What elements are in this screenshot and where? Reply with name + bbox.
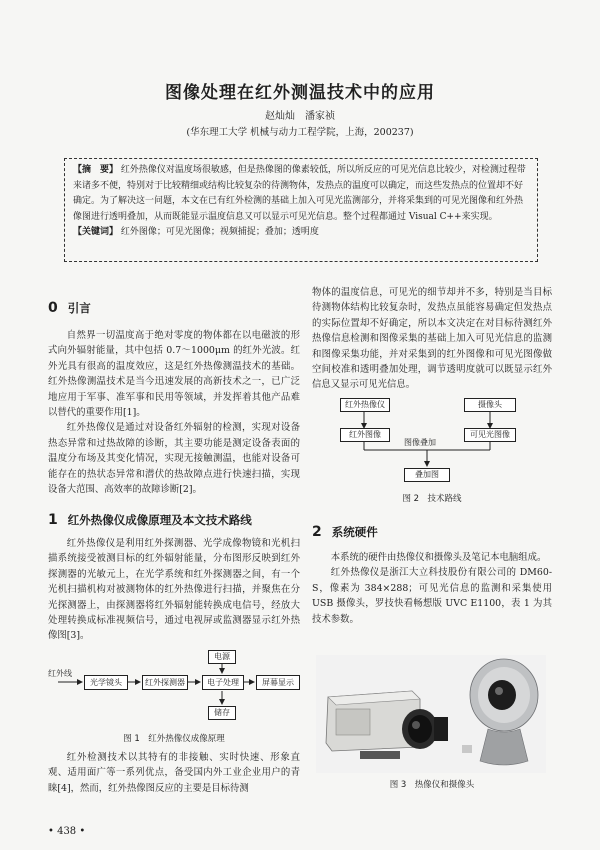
right-column-body <box>312 285 552 393</box>
section-1-body-continued <box>48 750 300 796</box>
paragraph: 红外热像仪是利用红外探测器、光学成像物镜和光机扫描系统接受被测目标的红外辐射能量，分布图形反映到红外探测器的光敏元上，在光学系统和红外探测器之间，有一个光机扫描机构对被测物体的红外热像进行扫描，并聚焦在分光探测器上，由探测器将红外辐射能转换成电信号，经放大处理转换成标准视频信号，通过电视屏或监测器显示红外热像图[3]。 <box>48 538 300 642</box>
abstract-label: 【摘 要】 <box>73 165 119 175</box>
abstract-text: 红外热像仪对温度场很敏感，但是热像图的像素较低，所以所反应的可见光信息比较少，对检测过程带来诸多不便，特别对于比较精细或结构比较复杂的待测物体，发热点的温度可以确定，而这些发热点的位置却不好确定。为了解决这一问题，本文在已有红外检测的基础上加入可见光监测部分，并将采集到的可见光图像和红外热像图进行透明叠加，从而既能显示温度信息又可以显示可见光信息。整个过程都通过 Visual C++来实现。 <box>73 165 526 222</box>
figure-1 <box>48 648 300 728</box>
display-box: 屏幕显示 <box>256 675 300 690</box>
overlay-result-box: 叠加图 <box>404 468 450 482</box>
section-title: 引言 <box>67 301 91 315</box>
processing-box: 电子处理 <box>202 675 244 690</box>
section-0-heading <box>48 300 300 316</box>
paragraph: 红外热像仪是浙江大立科技股份有限公司的 DM60-S，像素为 384×288；可见光信息的监测和采集使用 USB 摄像头，罗技快看畅想版 UVC E1100，表 1 为其技术参数。 <box>312 567 552 625</box>
ir-image-box: 红外图像 <box>340 428 390 442</box>
figure-2-caption: 图 2 技术路线 <box>402 494 462 504</box>
storage-box: 储存 <box>208 706 236 720</box>
visible-image-box: 可见光图像 <box>464 428 516 442</box>
detector-box: 红外探测器 <box>142 675 188 690</box>
page-number: • 438 • <box>48 826 86 837</box>
abstract-box <box>64 158 538 262</box>
figure-3-caption: 图 3 热像仪和摄像头 <box>389 780 475 790</box>
keywords-text: 红外图像；可见光图像；视频捕捉；叠加；透明度 <box>120 227 319 237</box>
section-number: 0 <box>48 300 58 316</box>
optics-box: 光学镜头 <box>84 675 128 690</box>
infrared-input-label: 红外线 <box>48 669 72 678</box>
paragraph: 红外热像仪是通过对设备红外辐射的检测，实现对设备热态异常和过热故障的诊断，其主要功能是测定设备表面的温度分布场及其变化情况，实现无接触测温，也能对设备可能存在的热状态异常和潜伏的热故障点进行快速扫描，实现设备大范围、高效率的故障诊断[2]。 <box>48 422 300 496</box>
overlay-label: 图像叠加 <box>404 438 436 447</box>
keywords-label: 【关键词】 <box>73 227 119 237</box>
paragraph: 物体的温度信息，可见光的细节却并不多，特别是当目标待测物体结构比较复杂时，发热点虽能容易确定但发热点的实际位置却不好确定，所以本文决定在对目标待测红外热像信息检测和图像采集的基础上加入可见光信息的监测和图像采集功能，并对采集到的红外图像和可见光图像做空间校准和透明叠加处理，调节透明度就可以既显示红外信息又显示可见光信息。 <box>312 287 552 391</box>
abstract <box>73 163 529 225</box>
section-2-body <box>312 550 552 627</box>
figure-2 <box>340 398 530 488</box>
authors: 赵灿灿 潘家祯 <box>265 111 335 122</box>
paper-title: 图像处理在红外测温技术中的应用 <box>165 83 435 103</box>
paragraph: 自然界一切温度高于绝对零度的物体都在以电磁波的形式向外辐射能量，其中包括 0.7～1000μm 的红外光波。红外光具有很高的温度效应，这是红外热像测温技术的基础。红外热像测温技术是当今迅速发展的高新技术之一，已广泛地应用于军事、准军事和民用等领域，并发挥着其他产品难以替代的重要作用[1]。 <box>48 330 300 419</box>
keywords <box>73 225 529 241</box>
power-box: 电源 <box>208 650 236 664</box>
section-2-heading <box>312 524 552 540</box>
section-1-heading <box>48 512 300 528</box>
section-number: 1 <box>48 512 58 528</box>
figure-3-photo <box>316 655 546 773</box>
thermal-camera-box: 红外热像仪 <box>340 398 390 412</box>
section-title: 红外热像仪成像原理及本文技术路线 <box>67 513 252 527</box>
figure-1-caption: 图 1 红外热像仪成像原理 <box>123 734 225 744</box>
section-1-body <box>48 536 300 644</box>
intro-body <box>48 328 300 497</box>
figure-3 <box>316 655 546 773</box>
webcam-box: 摄像头 <box>464 398 516 412</box>
paragraph: 本系统的硬件由热像仪和摄像头及笔记本电脑组成。 <box>330 552 547 563</box>
paragraph: 红外检测技术以其特有的非接触、实时快速、形象直观、适用面广等一系列优点，备受国内外工业企业用户的青睐[4]，然而，红外热像图反应的主要是目标待测 <box>48 752 300 794</box>
affiliation: (华东理工大学 机械与动力工程学院，上海，200237) <box>186 127 414 138</box>
section-number: 2 <box>312 524 322 540</box>
section-title: 系统硬件 <box>331 525 378 539</box>
